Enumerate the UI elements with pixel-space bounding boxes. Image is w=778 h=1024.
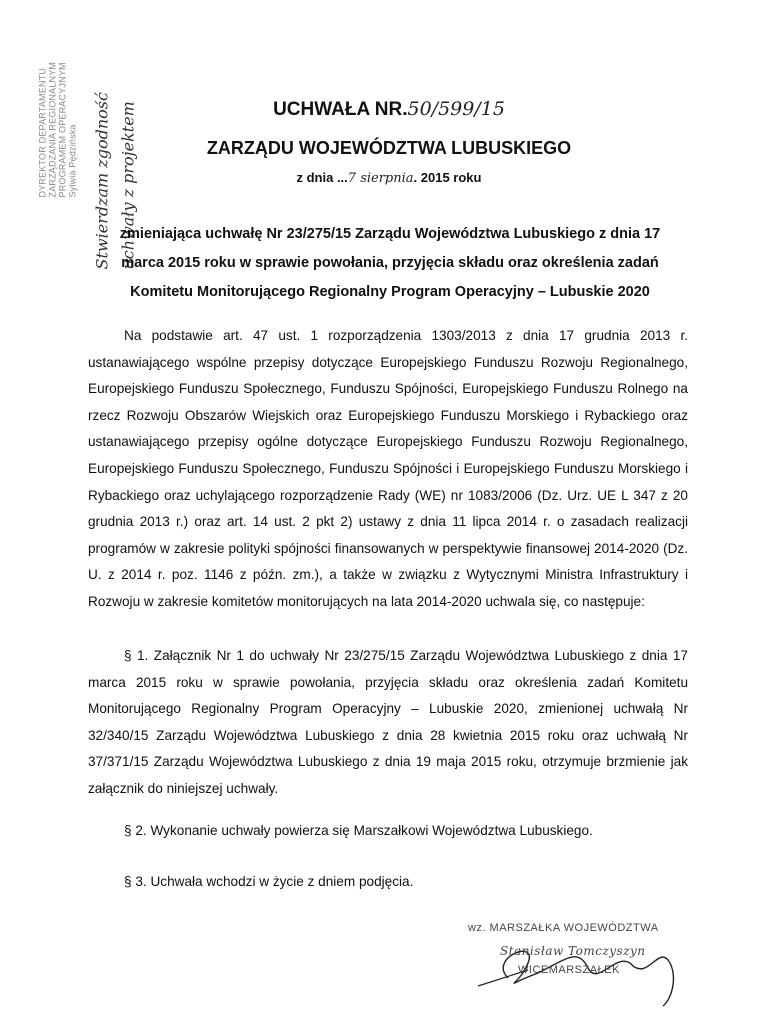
handwritten-margin-note: Stwierdzam zgodność [92, 92, 112, 270]
stamp-line: PROGRAMEM OPERACYJNYM [57, 62, 68, 198]
resolution-number: 50/599/15 [407, 98, 505, 120]
date-handwritten: 7 sierpnia [347, 171, 414, 186]
date-suffix: . 2015 roku [413, 170, 482, 185]
resolution-title [0, 98, 778, 121]
stamp-signature: Sylwia Pędzińska [67, 124, 78, 198]
section-2: § 2. Wykonanie uchwały powierza się Marszałkowi Województwa Lubuskiego. [124, 823, 593, 838]
stamp-line: DYREKTOR DEPARTAMENTU [37, 67, 48, 198]
board-name: ZARZĄDU WOJEWÓDZTWA LUBUSKIEGO [206, 138, 572, 158]
stamp-line: ZARZĄDZANIA REGIONALNYM [47, 61, 58, 198]
section-1: § 1. Załącznik Nr 1 do uchwały Nr 23/275/15 Zarządu Województwa Lubuskiego z dnia 17 marca 2015 roku w sprawie powołania, przyjęcia składu oraz określenia zadań Komitetu Monitorującego Regionalny Program Operacyjny – Lubuskie 2020, zmienionej uchwałą Nr 32/340/15 Zarządu Województwa Lubuskiego z dnia 28 kwietnia 2015 roku oraz uchwałą Nr 37/371/15 Zarządu Województwa Lubuskiego z dnia 19 maja 2015 roku, otrzymuje brzmienie jak załącznik do niniejszej uchwały. [88, 648, 688, 796]
section-3: § 3. Uchwała wchodzi w życie z dniem podjęcia. [124, 874, 414, 889]
signature-title: wz. MARSZAŁKA WOJEWÓDZTWA [468, 922, 659, 934]
signatory-position: WICEMARSZAŁEK [518, 964, 620, 976]
legal-basis-paragraph: Na podstawie art. 47 ust. 1 rozporządzenia 1303/2013 z dnia 17 grudnia 2013 r. ustanawiającego wspólne przepisy dotyczące Europejskiego Funduszu Rozwoju Regionalnego, Europejskiego Funduszu Społecznego, Funduszu Spójności, Europejskiego Funduszu Rolnego na rzecz Rozwoju Obszarów Wiejskich oraz Europejskiego Funduszu Morskiego i Rybackiego oraz ustanawiającego przepisy ogólne dotyczące Europejskiego Funduszu Rozwoju Regionalnego, Europejskiego Funduszu Społecznego, Funduszu Spójności i Europejskiego Funduszu Morskiego i Rybackiego oraz uchylającego rozporządzenie Rady (WE) nr 1083/2006 (Dz. Urz. UE L 347 z 20 grudnia 2013 r.) oraz art. 14 ust. 2 pkt 2) ustawy z dnia 11 lipca 2014 r. o zasadach realizacji programów w zakresie polityki spójności finansowanych w perspektywie finansowej 2014-2020 (Dz. U. z 2014 r. poz. 1146 z późn. zm.), a także w związku z Wytycznymi Ministra Infrastruktury i Rozwoju w zakresie komitetów monitorujących na lata 2014-2020 uchwala się, co następuje: [88, 328, 688, 609]
signature-block [468, 918, 698, 1013]
handwritten-margin-note-2: uchwały z projektem [118, 101, 138, 270]
title-prefix: UCHWAŁA NR. [273, 99, 408, 120]
resolution-subject: zmieniająca uchwałę Nr 23/275/15 Zarządu Województwa Lubuskiego z dnia 17 marca 2015 roku w sprawie powołania, przyjęcia składu oraz określenia zadań Komitetu Monitorującego Regionalny Program Operacyjny – Lubuskie 2020 [119, 226, 661, 300]
resolution-date [0, 170, 778, 186]
signatory-name: Stanisław Tomczyszyn [500, 944, 646, 958]
date-prefix: z dnia ... [296, 170, 348, 185]
